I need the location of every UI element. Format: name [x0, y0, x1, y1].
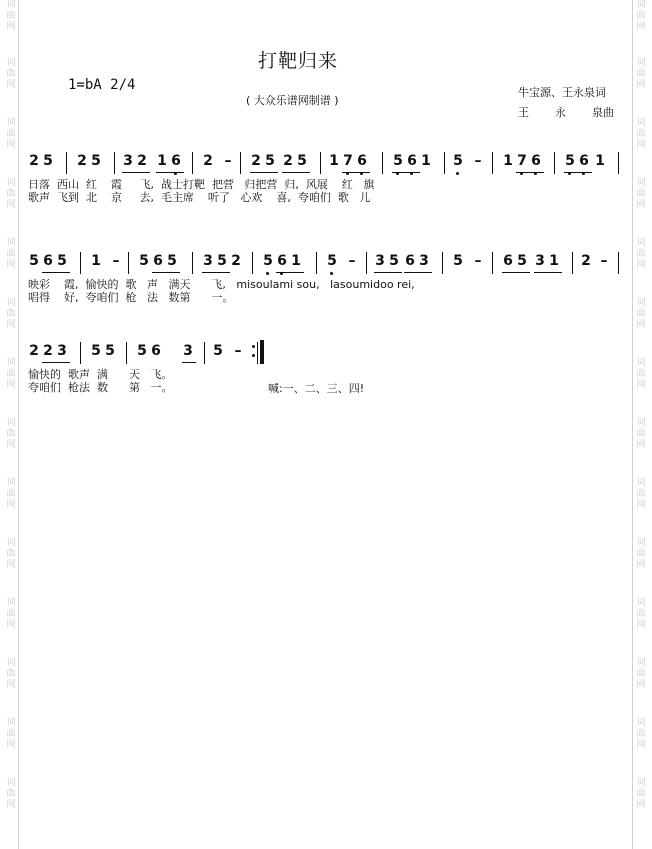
side-watermark-char: 曲	[636, 11, 646, 21]
composer-part: 泉曲	[592, 106, 614, 119]
side-watermark-char: 曲	[6, 69, 16, 79]
bar-line	[114, 152, 115, 174]
side-watermark-char: 曲	[636, 69, 646, 79]
note: 3	[203, 253, 213, 269]
side-watermark-char: 网	[636, 620, 646, 630]
side-watermark-char: 网	[6, 500, 16, 510]
side-watermark-char: 词	[6, 238, 16, 248]
note: 2	[77, 153, 87, 169]
note: 2	[203, 153, 213, 169]
note: 5	[213, 343, 223, 359]
bar-line	[252, 252, 253, 274]
note: 6	[503, 253, 513, 269]
side-watermark-char: 网	[636, 500, 646, 510]
side-watermark-char: 词	[6, 778, 16, 788]
underline	[534, 272, 562, 273]
side-watermark-char: 曲	[6, 309, 16, 319]
side-watermark-char: 网	[636, 320, 646, 330]
side-watermark-group	[634, 418, 648, 451]
side-watermark-char: 词	[6, 418, 16, 428]
side-watermark-char: 网	[6, 200, 16, 210]
side-watermark-char: 网	[6, 800, 16, 810]
side-watermark-char: 曲	[6, 189, 16, 199]
side-watermark-char: 词	[636, 478, 646, 488]
side-watermark-char: 曲	[636, 129, 646, 139]
bar-line	[442, 252, 443, 274]
side-watermark-group	[634, 178, 648, 211]
note: –	[474, 153, 482, 169]
side-watermark-char: 网	[636, 740, 646, 750]
lyric-line: 夸咱们 枪法 数 第 一。	[28, 381, 173, 394]
underline	[276, 272, 304, 273]
underline	[404, 272, 432, 273]
note: 2	[251, 153, 261, 169]
side-watermark-char: 曲	[636, 189, 646, 199]
note: 2	[231, 253, 241, 269]
note: 5	[29, 253, 39, 269]
note: 5	[517, 253, 527, 269]
bar-line	[320, 152, 321, 174]
bar-line	[382, 152, 383, 174]
side-watermark-char: 曲	[6, 249, 16, 259]
left-border-line	[18, 0, 19, 849]
bar-line	[492, 152, 493, 174]
repeat-end-bar	[260, 340, 264, 364]
bar-line	[128, 252, 129, 274]
side-watermark-char: 词	[6, 538, 16, 548]
side-watermark-char: 网	[6, 740, 16, 750]
bar-line	[618, 152, 619, 174]
note: 5	[389, 253, 399, 269]
note: 5	[564, 150, 576, 172]
side-watermark-char: 曲	[6, 129, 16, 139]
key-signature: 1=bA 2/4	[68, 77, 136, 93]
note: 3	[375, 253, 385, 269]
side-watermark-char: 曲	[636, 249, 646, 259]
side-watermark-char: 词	[636, 418, 646, 428]
side-watermark-group	[634, 118, 648, 151]
lyric-line: 愉快的 歌声 满 天 飞。	[28, 368, 173, 381]
underline	[122, 172, 150, 173]
side-watermark-char: 词	[636, 598, 646, 608]
bar-line	[316, 252, 317, 274]
side-watermark-char: 曲	[636, 729, 646, 739]
note: 5	[297, 153, 307, 169]
side-watermark-char: 词	[636, 658, 646, 668]
bar-line	[192, 152, 193, 174]
note: 5	[452, 150, 464, 172]
note: 2	[283, 153, 293, 169]
side-watermark-char: 曲	[6, 429, 16, 439]
side-watermark-group	[4, 118, 18, 151]
side-watermark-char: 曲	[636, 489, 646, 499]
note: –	[474, 253, 482, 269]
underline	[374, 272, 402, 273]
producer-credit: ( 大众乐谱网制谱 )	[246, 94, 339, 107]
note: 3	[57, 343, 67, 359]
side-watermark-char: 曲	[6, 549, 16, 559]
note: –	[112, 253, 120, 269]
note: 1	[157, 153, 167, 169]
note: 7	[516, 150, 528, 172]
side-watermark-char: 词	[6, 178, 16, 188]
side-watermark-char: 网	[6, 22, 16, 32]
side-watermark-char: 曲	[636, 369, 646, 379]
note: 6	[153, 253, 163, 269]
note: 5	[167, 253, 177, 269]
side-watermark-group	[634, 778, 648, 811]
note: 1	[549, 253, 559, 269]
side-watermark-char: 曲	[6, 369, 16, 379]
side-watermark-char: 网	[636, 800, 646, 810]
note: 1	[503, 153, 513, 169]
side-watermark-char: 网	[6, 620, 16, 630]
note: 6	[406, 150, 418, 172]
side-watermark-char: 网	[6, 380, 16, 390]
note: 6	[578, 150, 590, 172]
side-watermark-char: 词	[6, 0, 16, 10]
side-watermark-char: 曲	[636, 609, 646, 619]
note: 3	[535, 253, 545, 269]
note: 1	[421, 153, 431, 169]
note: 5	[262, 250, 274, 272]
note: 1	[91, 253, 101, 269]
side-watermark-group	[4, 658, 18, 691]
underline	[202, 272, 230, 273]
note: 1	[291, 253, 301, 269]
note: 2	[29, 343, 39, 359]
side-watermark-group	[634, 358, 648, 391]
side-watermark-char: 网	[636, 440, 646, 450]
underline	[152, 272, 180, 273]
side-watermark-char: 词	[636, 118, 646, 128]
side-watermark-char: 曲	[636, 789, 646, 799]
note: –	[224, 153, 232, 169]
song-title: 打靶归来	[257, 50, 338, 72]
side-watermark-char: 网	[6, 140, 16, 150]
note: 2	[29, 153, 39, 169]
side-watermark-group	[634, 598, 648, 631]
note: 6	[170, 150, 182, 172]
note: 2	[43, 343, 53, 359]
lyric-line: 唱得 好, 夸咱们 枪 法 数第 一。	[28, 291, 234, 304]
note: 6	[43, 253, 53, 269]
note: 5	[91, 343, 101, 359]
note: 6	[405, 253, 415, 269]
side-watermark-char: 网	[6, 560, 16, 570]
side-watermark-char: 词	[636, 718, 646, 728]
bar-line	[80, 252, 81, 274]
side-watermark-char: 词	[6, 598, 16, 608]
side-watermark-group	[634, 718, 648, 751]
side-watermark-char: 网	[636, 140, 646, 150]
underline	[156, 172, 184, 173]
note: 5	[57, 253, 67, 269]
note: 3	[123, 153, 133, 169]
underline	[516, 172, 544, 173]
note: 3	[183, 343, 193, 359]
bar-line	[80, 342, 81, 364]
side-watermark-group	[4, 718, 18, 751]
side-watermark-char: 词	[636, 0, 646, 10]
side-watermark-char: 词	[636, 178, 646, 188]
lyric-line: 日落 西山 红 霞 飞, 战士打靶 把营 归把营 归, 风展 红 旗	[28, 178, 375, 191]
side-watermark-group	[4, 778, 18, 811]
side-watermark-char: 曲	[6, 609, 16, 619]
side-watermark-char: 网	[636, 680, 646, 690]
note: –	[348, 253, 356, 269]
bar-line	[204, 342, 205, 364]
side-watermark-char: 网	[636, 80, 646, 90]
underline	[502, 272, 530, 273]
side-watermark-group	[634, 238, 648, 271]
composer-part: 永	[555, 106, 566, 119]
side-watermark-char: 曲	[636, 669, 646, 679]
side-watermark-char: 网	[6, 320, 16, 330]
lyricist-credit: 牛宝源、王永泉词	[518, 86, 606, 99]
left-side-watermark	[4, 0, 18, 849]
side-watermark-char: 词	[6, 358, 16, 368]
side-watermark-char: 网	[636, 22, 646, 32]
side-watermark-char: 词	[636, 298, 646, 308]
side-watermark-char: 词	[636, 538, 646, 548]
side-watermark-char: 网	[636, 380, 646, 390]
side-watermark-char: 网	[6, 260, 16, 270]
underline	[282, 172, 310, 173]
note: 5	[453, 253, 463, 269]
note: 1	[329, 153, 339, 169]
side-watermark-group	[4, 478, 18, 511]
bar-line	[572, 252, 573, 274]
bar-line	[366, 252, 367, 274]
side-watermark-char: 词	[6, 478, 16, 488]
side-watermark-char: 曲	[6, 11, 16, 21]
side-watermark-char: 曲	[6, 729, 16, 739]
note: 1	[595, 153, 605, 169]
composer-credit	[518, 104, 614, 120]
bar-line	[444, 152, 445, 174]
side-watermark-char: 词	[636, 778, 646, 788]
side-watermark-char: 词	[6, 658, 16, 668]
side-watermark-char: 网	[6, 680, 16, 690]
side-watermark-char: 网	[6, 440, 16, 450]
lyric-line: 映彩 霞, 愉快的 歌 声 满天 飞, misoulami sou, lasoumidoo rei,	[28, 278, 415, 291]
side-watermark-char: 曲	[636, 429, 646, 439]
right-border-line	[632, 0, 633, 849]
side-watermark-char: 网	[636, 260, 646, 270]
side-watermark-char: 曲	[6, 669, 16, 679]
side-watermark-char: 词	[6, 718, 16, 728]
side-watermark-group	[634, 298, 648, 331]
underline	[564, 172, 592, 173]
note: 2	[581, 253, 591, 269]
note: 5	[137, 343, 147, 359]
note: 6	[276, 250, 288, 272]
side-watermark-group	[634, 478, 648, 511]
side-watermark-char: 网	[636, 560, 646, 570]
lyric-line: 歌声 飞到 北 京 去, 毛主席 听了 心欢 喜, 夸咱们 歌 儿	[28, 191, 371, 204]
bar-line	[554, 152, 555, 174]
underline	[42, 272, 70, 273]
bar-line	[492, 252, 493, 274]
bar-line	[66, 152, 67, 174]
side-watermark-group	[4, 538, 18, 571]
note: 3	[419, 253, 429, 269]
underline	[182, 362, 196, 363]
bar-line	[618, 252, 619, 274]
underline	[250, 172, 278, 173]
bar-line	[126, 342, 127, 364]
side-watermark-group	[634, 538, 648, 571]
note: 2	[137, 153, 147, 169]
side-watermark-char: 词	[6, 118, 16, 128]
side-watermark-group	[4, 0, 18, 33]
composer-part: 王	[518, 106, 529, 119]
note: 5	[265, 153, 275, 169]
note: 6	[356, 150, 368, 172]
note: 5	[91, 153, 101, 169]
bar-line	[192, 252, 193, 274]
side-watermark-char: 词	[636, 238, 646, 248]
side-watermark-group	[634, 658, 648, 691]
side-watermark-group	[634, 58, 648, 91]
side-watermark-char: 词	[636, 358, 646, 368]
side-watermark-char: 曲	[6, 789, 16, 799]
side-watermark-group	[4, 298, 18, 331]
side-watermark-group	[4, 418, 18, 451]
side-watermark-group	[634, 0, 648, 33]
right-side-watermark	[634, 0, 648, 849]
note: 6	[151, 343, 161, 359]
bar-line	[240, 152, 241, 174]
side-watermark-char: 词	[6, 298, 16, 308]
note: –	[234, 343, 242, 359]
note: 7	[342, 150, 354, 172]
side-watermark-group	[4, 178, 18, 211]
shout-text: 喊:一、二、三、四!	[268, 382, 365, 395]
side-watermark-char: 词	[6, 58, 16, 68]
note: 5	[139, 253, 149, 269]
side-watermark-char: 曲	[636, 309, 646, 319]
side-watermark-char: 网	[636, 200, 646, 210]
side-watermark-char: 词	[636, 58, 646, 68]
note: 5	[326, 250, 338, 272]
underline	[392, 172, 420, 173]
note: 5	[43, 153, 53, 169]
note: 5	[392, 150, 404, 172]
note: 5	[217, 253, 227, 269]
bar-line	[257, 342, 258, 364]
side-watermark-char: 曲	[6, 489, 16, 499]
repeat-dots	[252, 345, 255, 359]
side-watermark-char: 网	[6, 80, 16, 90]
underline	[342, 172, 370, 173]
side-watermark-group	[4, 598, 18, 631]
note: 6	[530, 150, 542, 172]
side-watermark-char: 曲	[636, 549, 646, 559]
note: 5	[105, 343, 115, 359]
note: –	[600, 253, 608, 269]
underline	[42, 362, 70, 363]
